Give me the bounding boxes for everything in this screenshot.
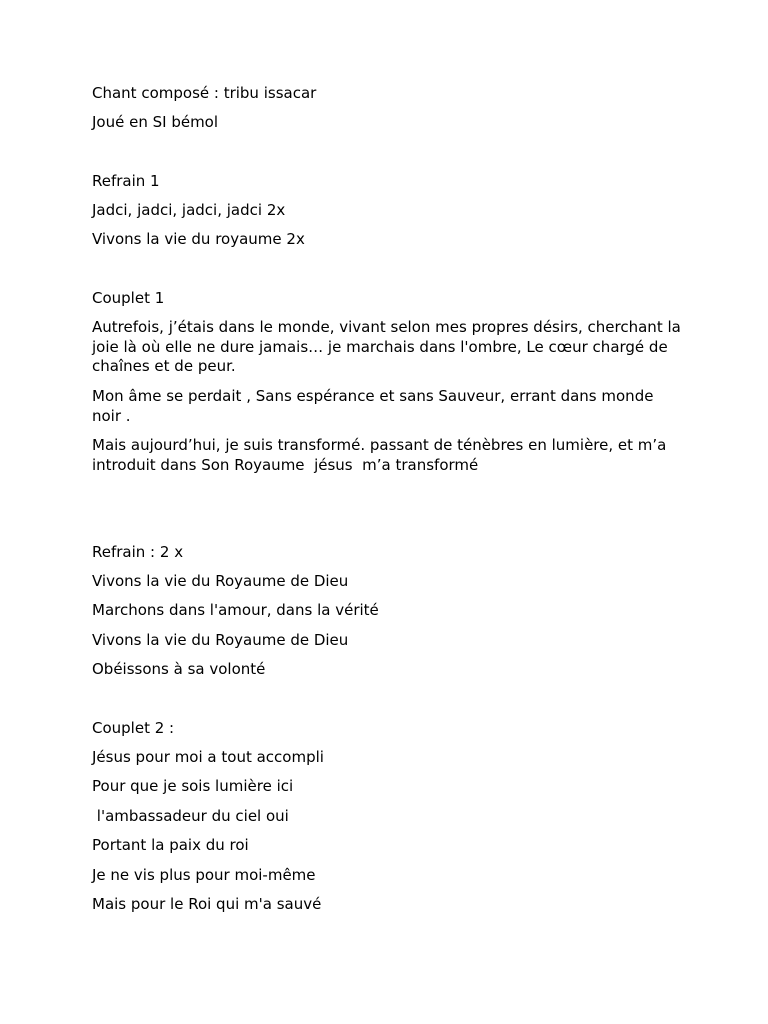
refrain-2-line: Obéissons à sa volonté — [92, 660, 266, 678]
couplet-1-heading: Couplet 1 — [92, 289, 165, 307]
couplet-2-line: Portant la paix du roi — [92, 836, 249, 854]
couplet-2-line: Mais pour le Roi qui m'a sauvé — [92, 895, 322, 913]
couplet-2-line: l'ambassadeur du ciel oui — [92, 807, 289, 825]
refrain-1-heading: Refrain 1 — [92, 172, 160, 190]
couplet-2-heading: Couplet 2 : — [92, 719, 175, 737]
refrain-1-line: Jadci, jadci, jadci, jadci 2x — [92, 201, 286, 219]
refrain-2-heading: Refrain : 2 x — [92, 543, 184, 561]
couplet-1-paragraph: Mon âme se perdait , Sans espérance et sans Sauveur, errant dans monde noir . — [92, 387, 659, 425]
composer-line: Chant composé : tribu issacar — [92, 84, 317, 102]
couplet-1-paragraph: Autrefois, j’étais dans le monde, vivant selon mes propres désirs, cherchant la joie là où elle ne dure jamais… je marchais dans l'ombre, Le cœur chargé de chaînes et de peur. — [92, 318, 686, 375]
couplet-2-line: Jésus pour moi a tout accompli — [92, 748, 324, 766]
refrain-1-line: Vivons la vie du royaume 2x — [92, 230, 305, 248]
refrain-2-line: Vivons la vie du Royaume de Dieu — [92, 572, 349, 590]
refrain-2-line: Marchons dans l'amour, dans la vérité — [92, 601, 379, 619]
couplet-2-line: Je ne vis plus pour moi-même — [92, 866, 316, 884]
couplet-1-paragraph: Mais aujourd’hui, je suis transformé. passant de ténèbres en lumière, et m’a introduit dans Son Royaume jésus m’a transformé — [92, 436, 672, 474]
couplet-2-line: Pour que je sois lumière ici — [92, 777, 294, 795]
key-line: Joué en SI bémol — [92, 113, 219, 131]
refrain-2-line: Vivons la vie du Royaume de Dieu — [92, 631, 349, 649]
